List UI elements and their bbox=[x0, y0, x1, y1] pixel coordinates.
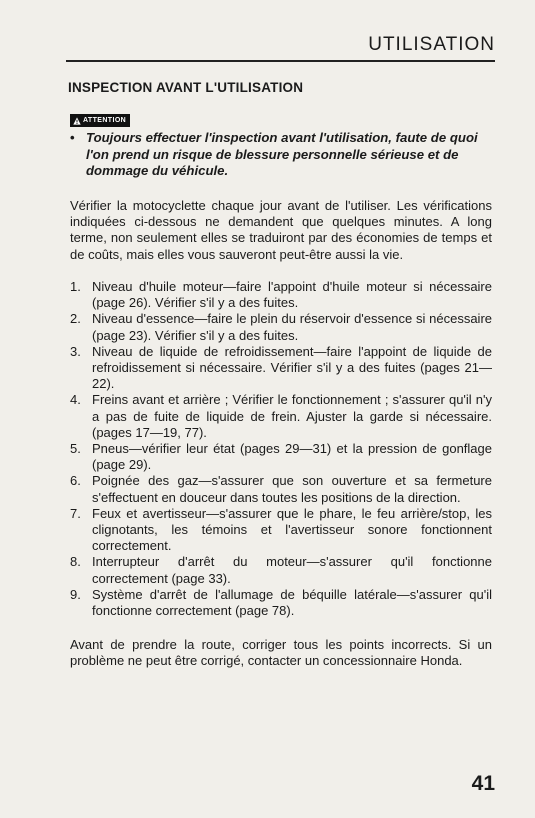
warning-text: Toujours effectuer l'inspection avant l'utilisation, faute de quoi l'on prend un risque de blessure personnelle sérieuse et de dommage du véhicule. bbox=[86, 130, 478, 178]
item-text: Niveau d'essence—faire le plein du réservoir d'essence si nécessaire (page 23). Vérifier s'il y a des fuites. bbox=[92, 311, 492, 343]
header-divider bbox=[66, 60, 495, 62]
item-text: Pneus—vérifier leur état (pages 29—31) et la pression de gonflage (page 29). bbox=[92, 441, 492, 473]
checklist-item bbox=[70, 311, 492, 343]
checklist-item bbox=[70, 473, 492, 505]
item-text: Poignée des gaz—s'assurer que son ouverture et sa fermeture s'effectuent en douceur dans toutes les positions de la direction. bbox=[92, 473, 492, 505]
item-number: 4. bbox=[70, 392, 81, 408]
warning-bullet: • bbox=[70, 130, 75, 145]
warning-triangle-icon bbox=[73, 117, 81, 125]
checklist-item bbox=[70, 279, 492, 311]
item-text: Système d'arrêt de l'allumage de béquille latérale—s'assurer qu'il fonctionne correctement (page 78). bbox=[92, 586, 492, 619]
item-number: 8. bbox=[70, 554, 81, 570]
checklist-item bbox=[70, 587, 492, 619]
item-number: 6. bbox=[70, 473, 81, 489]
chapter-title: UTILISATION bbox=[368, 34, 495, 55]
item-number: 7. bbox=[70, 505, 81, 521]
attention-warning bbox=[70, 130, 490, 180]
section-heading: INSPECTION AVANT L'UTILISATION bbox=[68, 80, 304, 95]
item-number: 2. bbox=[70, 311, 81, 327]
attention-label: ATTENTION bbox=[83, 117, 127, 124]
item-text: Niveau d'huile moteur—faire l'appoint d'huile moteur si nécessaire (page 26). Vérifier s'il y a des fuites. bbox=[92, 279, 492, 311]
item-number: 9. bbox=[70, 586, 81, 602]
item-text: Feux et avertisseur—s'assurer que le phare, le feu arrière/stop, les clignotants, les témoins et l'avertisseur sonore fonctionnent correctement. bbox=[92, 505, 492, 554]
intro-paragraph bbox=[70, 198, 492, 263]
checklist-item bbox=[70, 392, 492, 441]
item-number: 5. bbox=[70, 441, 81, 457]
item-text: Niveau de liquide de refroidissement—faire l'appoint de liquide de refroidissement si nécessaire. Vérifier s'il y a des fuites (pages 21—22). bbox=[92, 343, 492, 392]
intro-text: Vérifier la motocyclette chaque jour avant de l'utiliser. Les vérifications indiquées ci-dessous ne demandent que quelques minutes. A long terme, non seulement elles se traduiront par des économies de temps et de coûts, mais elles vous sauveront peut-être aussi la vie. bbox=[70, 198, 492, 262]
checklist-item bbox=[70, 554, 492, 586]
item-number: 3. bbox=[70, 343, 81, 359]
closing-paragraph: Avant de prendre la route, corriger tous les points incorrects. Si un problème ne peut être corrigé, contacter un concessionnaire Honda. bbox=[70, 637, 492, 669]
checklist-item bbox=[70, 441, 492, 473]
item-text: Interrupteur d'arrêt du moteur—s'assurer qu'il fonctionne correctement (page 33). bbox=[92, 554, 492, 586]
checklist-item bbox=[70, 344, 492, 393]
checklist-item bbox=[70, 506, 492, 555]
attention-badge bbox=[70, 114, 130, 127]
item-number: 1. bbox=[70, 279, 81, 294]
item-text: Freins avant et arrière ; Vérifier le fonctionnement ; s'assurer qu'il n'y a pas de fuite de liquide de frein. Ajuster la garde si nécessaire. (pages 17—19, 77). bbox=[92, 392, 492, 440]
inspection-checklist bbox=[70, 279, 492, 619]
page-number: 41 bbox=[471, 772, 495, 795]
